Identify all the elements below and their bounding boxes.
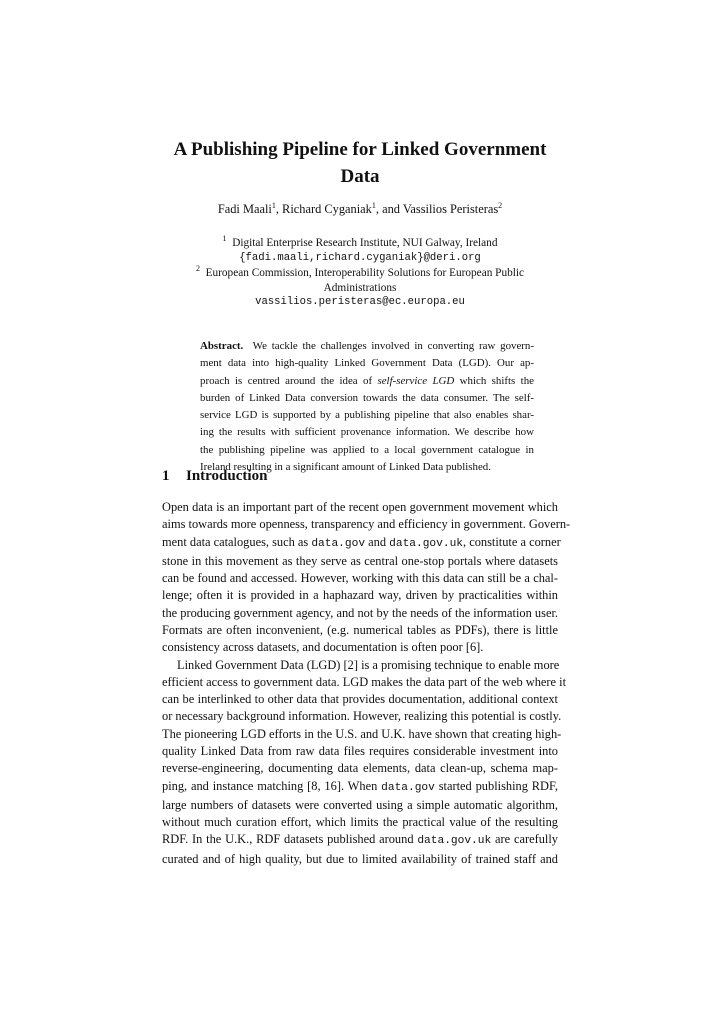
body-line: the producing government agency, and not by the needs of the information user. [162, 605, 558, 620]
abstract-line: Ireland resulting in a significant amount of Linked Data published. [200, 461, 491, 474]
body-line: Formats are often inconvenient, (e.g. numerical tables as PDFs), there is little [162, 622, 558, 637]
body-line: reverse-engineering, documenting data elements, data clean-up, schema map- [162, 761, 558, 776]
section-number: 1 [162, 468, 170, 484]
body-line: efficient access to government data. LGD makes the data part of the web where it [162, 674, 567, 689]
affiliation-marker: 2 [195, 264, 200, 274]
body-line: ment data catalogues, such as data.gov and data.gov.uk, constitute a corner [162, 534, 561, 550]
code-text: data.gov.uk [417, 835, 492, 848]
body-text [162, 499, 571, 868]
body-line: lenge; often it is provided in a haphazard way, driven by practicalities within [162, 588, 558, 603]
paper-title [140, 136, 580, 190]
author-name: , and Vassilios Peristeras [375, 202, 499, 216]
author-affil-marker: 2 [498, 200, 503, 210]
body-line: curated and of high quality, but due to limited availability of trained staff and [162, 851, 558, 866]
affiliation-marker: 1 [222, 234, 227, 244]
body-line: quality Linked Data from raw data files requires considerable investment into [162, 743, 558, 758]
body-line: ping, and instance matching [8, 16]. When data.gov started publishing RDF, [162, 778, 558, 794]
emphasis: self-service LGD [377, 374, 455, 387]
body-line: consistency across datasets, and documentation is often poor [6]. [162, 640, 484, 655]
body-line: large numbers of datasets were converted using a simple automatic algorithm, [162, 797, 558, 812]
section-title: Introduction [186, 468, 268, 484]
affiliation-2 [120, 266, 600, 310]
author-affil-marker: 1 [271, 200, 276, 210]
affiliation-email: vassilios.peristeras@ec.europa.eu [255, 296, 465, 308]
author-affil-marker: 1 [371, 200, 376, 210]
title-line-1: A Publishing Pipeline for Linked Government [173, 139, 547, 160]
author-list [120, 202, 600, 217]
author-name: Fadi Maali [217, 202, 272, 216]
body-line: Linked Government Data (LGD) [2] is a promising technique to enable more [177, 657, 560, 672]
abstract [200, 338, 534, 476]
body-line: stone in this movement as they serve as central one-stop portals where datasets [162, 553, 558, 568]
abstract-line: the publishing pipeline was applied to a local government catalogue in [200, 443, 534, 456]
affiliation-text: European Commission, Interoperability Solutions for European Public [205, 267, 525, 279]
abstract-line: ing the results with sufficient provenance information. We describe how [200, 426, 534, 439]
abstract-label: Abstract. [200, 340, 244, 352]
abstract-line: ment data into high-quality Linked Government Data (LGD). Our ap- [200, 357, 534, 370]
body-line: The pioneering LGD efforts in the U.S. and U.K. have shown that creating high- [162, 726, 562, 741]
code-text: data.gov.uk [389, 537, 463, 550]
body-line: aims towards more openness, transparency and efficiency in government. Govern- [162, 517, 571, 532]
title-line-2: Data [340, 166, 380, 187]
body-line: can be found and accessed. However, working with this data can still be a chal- [162, 571, 558, 586]
body-line: Open data is an important part of the recent open government movement which [162, 500, 558, 514]
affiliation-text: Digital Enterprise Research Institute, NUI Galway, Ireland [232, 237, 498, 249]
body-line: can be interlinked to other data that provides documentation, additional context [162, 692, 558, 707]
section-heading [162, 468, 267, 485]
code-text: data.gov [311, 537, 366, 550]
affiliation-email: {fadi.maali,richard.cyganiak}@deri.org [239, 251, 481, 264]
body-line: without much curation effort, which limits the practical value of the resulting [162, 815, 558, 830]
abstract-line: proach is centred around the idea of self-service LGD which shifts the [200, 374, 534, 387]
abstract-line: service LGD is supported by a publishing pipeline that also enables shar- [200, 409, 534, 422]
abstract-line: burden of Linked Data conversion towards the data consumer. The self- [200, 391, 534, 404]
author-name: , Richard Cyganiak [275, 202, 372, 216]
affiliation-text: Administrations [323, 281, 397, 294]
body-line: RDF. In the U.K., RDF datasets published around data.gov.uk are carefully [162, 832, 558, 848]
affiliation-1 [120, 236, 600, 265]
abstract-line: Abstract. We tackle the challenges involved in converting raw govern- [200, 340, 534, 352]
body-line: or necessary background information. However, realizing this potential is costly. [162, 709, 562, 724]
code-text: data.gov [381, 781, 435, 794]
